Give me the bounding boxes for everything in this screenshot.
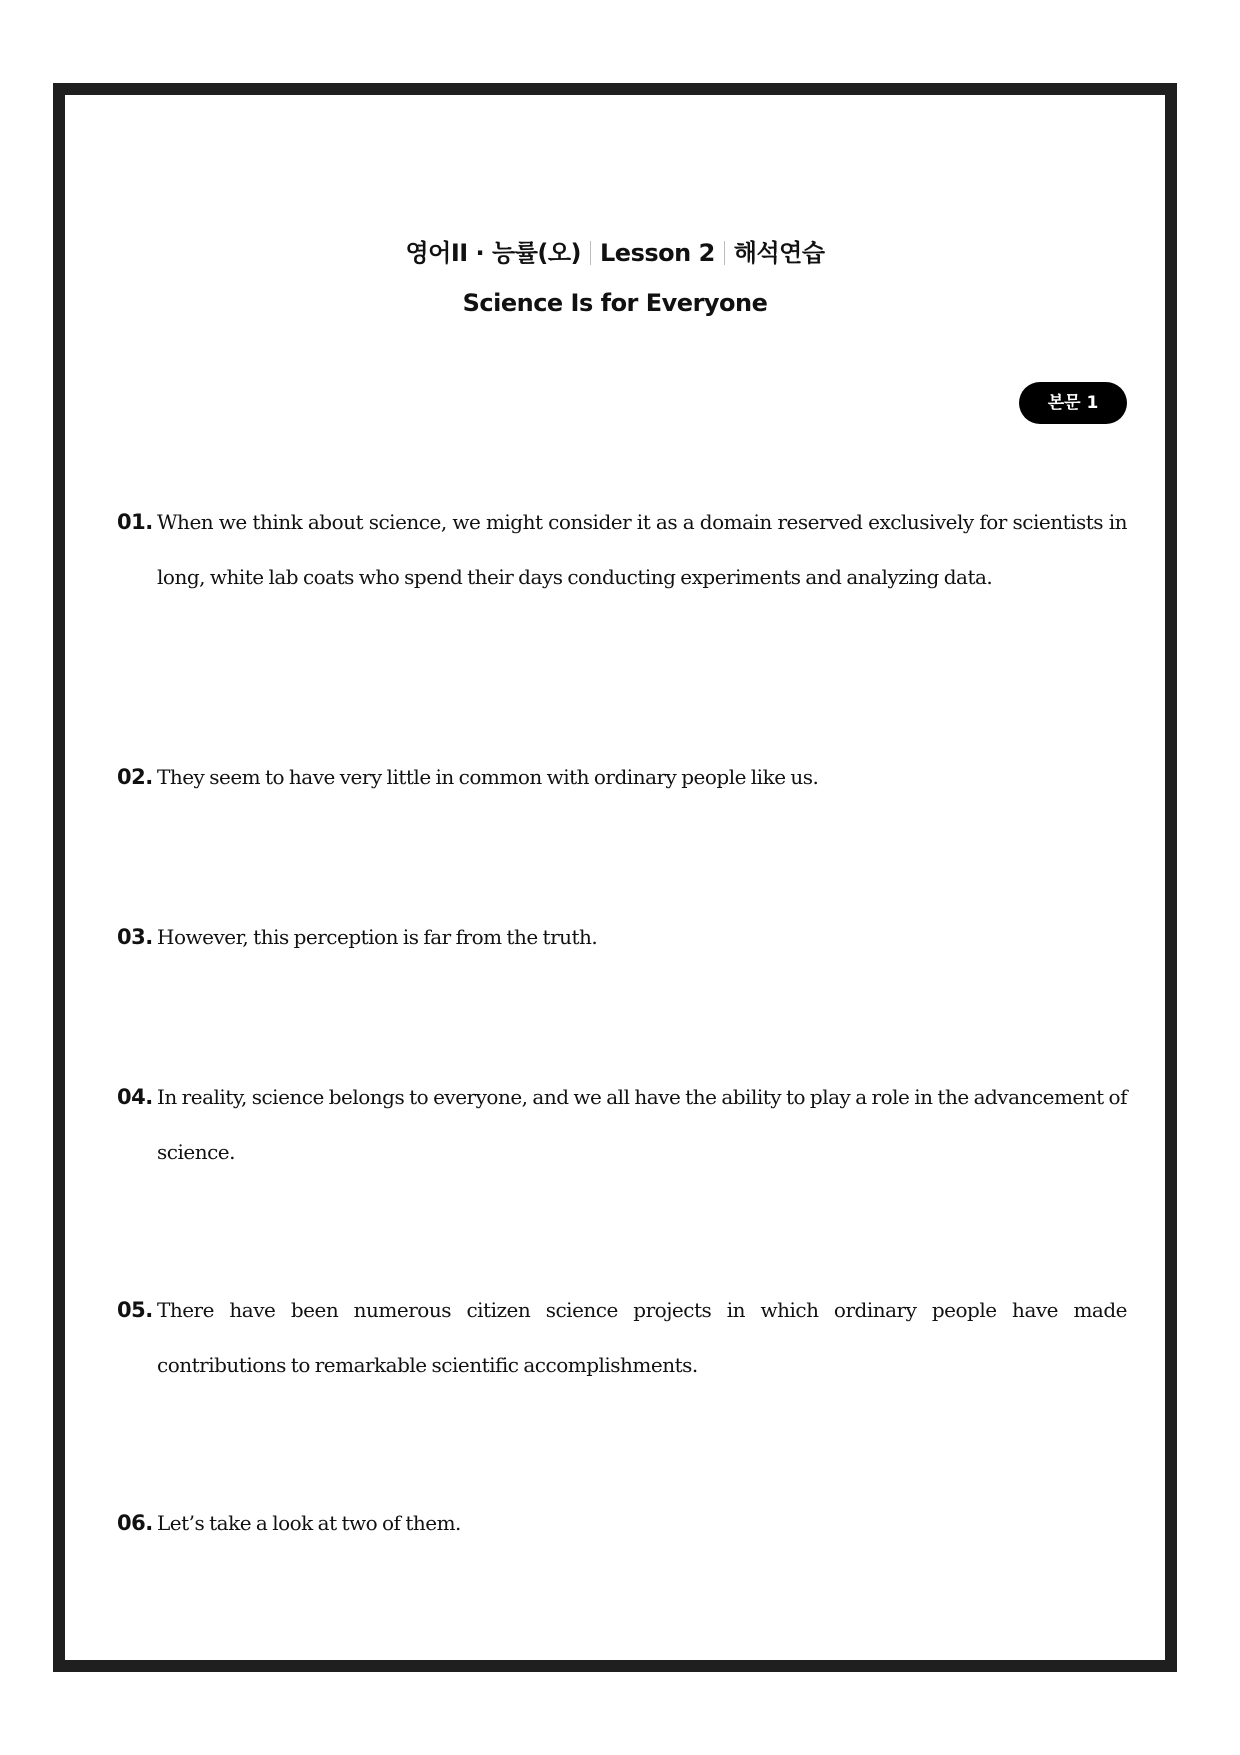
sentence-item [117, 1496, 1127, 1551]
header-divider [724, 241, 725, 265]
page-frame [53, 83, 1177, 1672]
page-header [65, 235, 1165, 321]
sentence-text: When we think about science, we might consider it as a domain reserved exclusively for scientists in long, white lab coats who spend their days conducting experiments and analyzing data. [157, 510, 1127, 589]
sentence-item [117, 1070, 1127, 1180]
course-label: 영어II · 능률(오) [405, 239, 581, 267]
sentence-text: There have been numerous citizen science projects in which ordinary people have made contributions to remarkable scientific accomplishments. [157, 1298, 1127, 1377]
sentence-item [117, 1283, 1127, 1393]
sentence-text: They seem to have very little in common with ordinary people like us. [157, 765, 819, 789]
sentence-number: 02. [117, 765, 153, 789]
page-title: Science Is for Everyone [462, 289, 768, 317]
sentence-number: 01. [117, 510, 153, 534]
sentence-item [117, 750, 1127, 805]
section-badge: 본문 1 [1019, 382, 1127, 424]
sentence-number: 05. [117, 1298, 153, 1322]
sentence-text: However, this perception is far from the truth. [157, 925, 598, 949]
sentence-number: 06. [117, 1511, 153, 1535]
sentence-item [117, 910, 1127, 965]
sentence-text: Let’s take a look at two of them. [157, 1511, 461, 1535]
sentence-text: In reality, science belongs to everyone, and we all have the ability to play a role in the advancement of science. [157, 1085, 1127, 1164]
header-subtitle [65, 235, 1165, 271]
header-divider [590, 241, 591, 265]
sentence-number: 04. [117, 1085, 153, 1109]
sentence-item [117, 495, 1127, 605]
lesson-label: Lesson 2 [600, 239, 715, 267]
exercise-type-label: 해석연습 [733, 239, 825, 267]
sentence-number: 03. [117, 925, 153, 949]
